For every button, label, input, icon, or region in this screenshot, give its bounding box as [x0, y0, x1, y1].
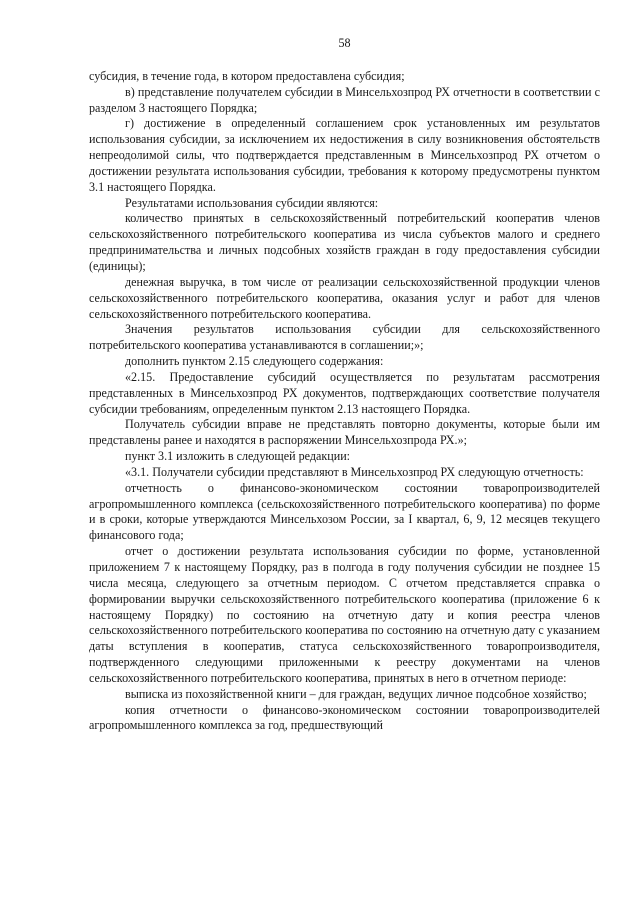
page-number: 58: [338, 36, 351, 50]
document-body: [89, 69, 600, 734]
paragraph: субсидия, в течение года, в котором предоставлена субсидия;: [89, 68, 405, 83]
paragraph: Результатами использования субсидии являются:: [125, 195, 379, 210]
paragraph: в) представление получателем субсидии в Минсельхозпрод РХ отчетности в соответствии с разделом 3 настоящего Порядка;: [89, 84, 600, 115]
paragraph: отчетность о финансово-экономическом состоянии товаропроизводителей агропромышленного комплекса (сельскохозяйственного потребительского кооператива) по форме и в сроки, которые утверждаются Минсельхозом России, за I квартал, 6, 9, 12 месяцев текущего финансового года;: [89, 480, 600, 543]
paragraph: дополнить пунктом 2.15 следующего содержания:: [125, 354, 384, 369]
paragraph: копия отчетности о финансово-экономическом состоянии товаропроизводителей агропромышленного комплекса за год, предшествующий: [89, 702, 600, 733]
paragraph: Получатель субсидии вправе не представлять повторно документы, которые были им представлены ранее и находятся в распоряжении Минсельхозпрода РХ.»;: [89, 417, 600, 448]
paragraph: отчет о достижении результата использования субсидии по форме, установленной приложением 7 к настоящему Порядку, раз в полгода в году получения субсидии не позднее 15 числа месяца, следующего за отчетным периодом. С отчетом представляется справка о формировании выручки сельскохозяйственного потребительского кооператива (приложение 6 к настоящему Порядку) по состоянию на отчетную дату и копия реестра членов сельскохозяйственного потребительского кооператива по состоянию на отчетную дату с указанием даты вступления в кооператив, статуса сельскохозяйственного товаропроизводителя, подтвержденного следующими приложенными к реестру документами на членов сельскохозяйственного потребительского кооператива, принятых в него в отчетном периоде:: [89, 544, 600, 685]
paragraph: «2.15. Предоставление субсидий осуществляется по результатам рассмотрения представленных в Минсельхозпрод РХ документов, подтверждающих соответствие получателя субсидии требованиям, определенным пунктом 2.13 настоящего Порядка.: [89, 369, 600, 416]
paragraph: пункт 3.1 изложить в следующей редакции:: [125, 449, 351, 464]
paragraph: г) достижение в определенный соглашением срок установленных им результатов использования субсидии, за исключением их недостижения в силу возникновения обстоятельств непреодолимой силы, что подтверждается представленным в Минсельхозпрод РХ отчетом о достижении результата использования субсидии, требования к которому предусмотрены пунктом 3.1 настоящего Порядка.: [89, 116, 600, 194]
paragraph: количество принятых в сельскохозяйственный потребительский кооператив членов сельскохозяйственного потребительского кооператива из числа субъектов малого и среднего предпринимательства и личных подсобных хозяйств граждан в году предоставления субсидии (единицы);: [89, 211, 600, 273]
paragraph: денежная выручка, в том числе от реализации сельскохозяйственной продукции членов сельскохозяйственного потребительского кооператива, оказания услуг и работ для членов сельскохозяйственного потребительского кооператива.: [89, 274, 600, 321]
paragraph: «3.1. Получатели субсидии представляют в Минсельхозпрод РХ следующую отчетность:: [125, 464, 584, 479]
paragraph: выписка из похозяйственной книги – для граждан, ведущих личное подсобное хозяйство;: [125, 686, 587, 701]
paragraph: Значения результатов использования субсидии для сельскохозяйственного потребительского кооператива устанавливаются в соглашении;»;: [89, 322, 600, 353]
